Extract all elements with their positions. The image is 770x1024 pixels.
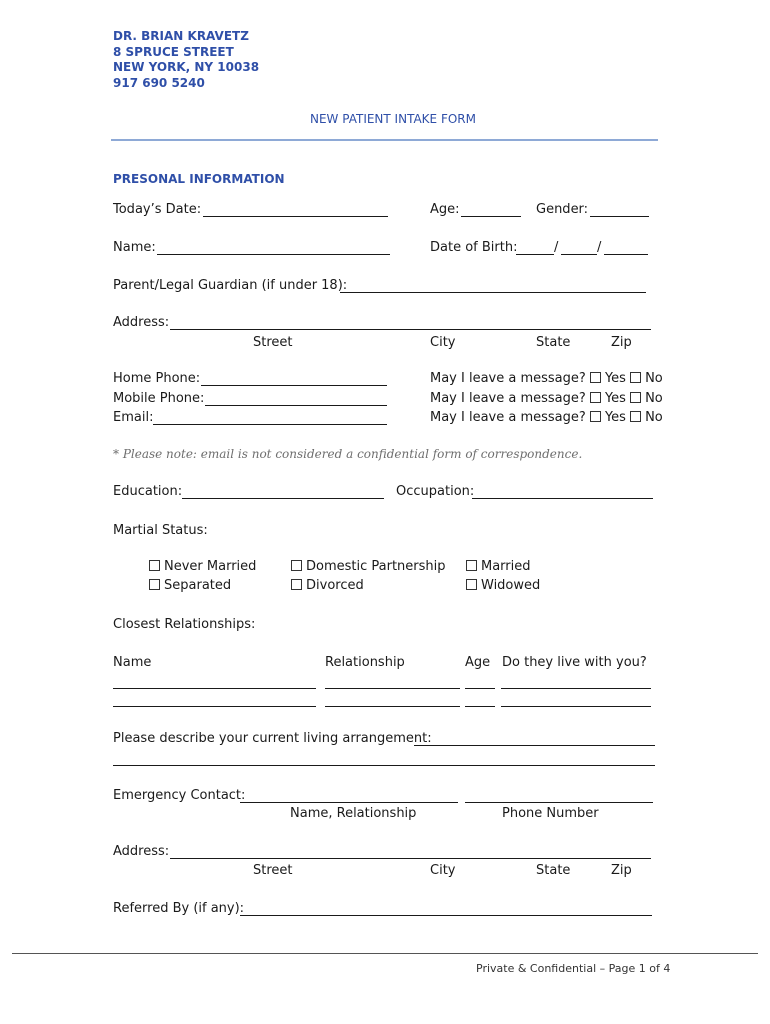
home-message-row (430, 371, 663, 387)
emergency-phone-caption: Phone Number (502, 806, 599, 821)
yes-label: Yes (604, 371, 626, 386)
mobile-message-row (430, 391, 663, 407)
emergency-phone-field[interactable] (465, 802, 653, 803)
rel-name-field[interactable] (113, 688, 316, 689)
rel-header-relationship: Relationship (325, 655, 405, 670)
rel-age-field[interactable] (465, 706, 495, 707)
closest-label: Closest Relationships: (113, 617, 256, 632)
email-message-row (430, 410, 663, 426)
occupation-label: Occupation: (396, 484, 475, 499)
email-note: * Please note: email is not considered a confidential form of correspondence. (113, 447, 583, 461)
age-label: Age: (430, 202, 460, 217)
address-label: Address: (113, 315, 170, 330)
rel-relationship-field[interactable] (325, 688, 460, 689)
option-label: Married (481, 559, 531, 574)
checkbox[interactable] (149, 560, 160, 571)
rel-age-field[interactable] (465, 688, 495, 689)
dob-separator: / (554, 240, 559, 255)
message-question: May I leave a message? (430, 391, 586, 406)
emergency-label: Emergency Contact: (113, 788, 246, 803)
checkbox[interactable] (291, 579, 302, 590)
rel-header-live: Do they live with you? (502, 655, 647, 670)
address-zip-caption: Zip (611, 335, 632, 350)
referred-field[interactable] (240, 915, 652, 916)
message-question: May I leave a message? (430, 371, 586, 386)
address2-street-caption: Street (253, 863, 293, 878)
yes-label: Yes (604, 391, 626, 406)
no-label: No (645, 391, 663, 406)
emergency-name-field[interactable] (240, 802, 458, 803)
footer-text: Private & Confidential – Page 1 of 4 (476, 962, 671, 975)
dob-day-field[interactable] (561, 254, 597, 255)
no-checkbox[interactable] (630, 411, 641, 422)
address-field[interactable] (170, 329, 651, 330)
form-title: NEW PATIENT INTAKE FORM (310, 112, 476, 126)
doctor-phone: 917 690 5240 (113, 76, 205, 90)
rel-header-name: Name (113, 655, 152, 670)
address2-label: Address: (113, 844, 170, 859)
no-label: No (645, 410, 663, 425)
checkbox[interactable] (149, 579, 160, 590)
checkbox[interactable] (291, 560, 302, 571)
guardian-label: Parent/Legal Guardian (if under 18): (113, 278, 348, 293)
dob-separator: / (597, 240, 602, 255)
home-phone-label: Home Phone: (113, 371, 201, 386)
doctor-name: DR. BRIAN KRAVETZ (113, 29, 249, 43)
living-field[interactable] (414, 745, 655, 746)
yes-checkbox[interactable] (590, 411, 601, 422)
yes-checkbox[interactable] (590, 372, 601, 383)
doctor-city: NEW YORK, NY 10038 (113, 60, 260, 74)
mobile-phone-label: Mobile Phone: (113, 391, 205, 406)
age-field[interactable] (461, 216, 521, 217)
address2-field[interactable] (170, 858, 651, 859)
guardian-field[interactable] (340, 292, 646, 293)
option-label: Never Married (164, 559, 257, 574)
address-street-caption: Street (253, 335, 293, 350)
living-field-line2[interactable] (113, 765, 655, 766)
option-label: Widowed (481, 578, 541, 593)
checkbox[interactable] (466, 560, 477, 571)
address2-city-caption: City (430, 863, 456, 878)
doctor-street: 8 SPRUCE STREET (113, 45, 234, 59)
name-field[interactable] (157, 254, 390, 255)
checkbox[interactable] (466, 579, 477, 590)
rel-live-field[interactable] (501, 688, 651, 689)
marital-option[interactable] (291, 559, 446, 575)
rel-header-age: Age (465, 655, 491, 670)
email-field[interactable] (153, 424, 387, 425)
footer-divider (12, 953, 758, 954)
no-checkbox[interactable] (630, 392, 641, 403)
option-label: Separated (164, 578, 232, 593)
mobile-phone-field[interactable] (205, 405, 387, 406)
address-city-caption: City (430, 335, 456, 350)
todays-date-field[interactable] (203, 216, 388, 217)
no-checkbox[interactable] (630, 372, 641, 383)
education-label: Education: (113, 484, 183, 499)
dob-label: Date of Birth: (430, 240, 518, 255)
address-state-caption: State (536, 335, 571, 350)
email-label: Email: (113, 410, 154, 425)
marital-option[interactable] (149, 559, 256, 575)
marital-option[interactable] (291, 578, 364, 594)
rel-live-field[interactable] (501, 706, 651, 707)
referred-label: Referred By (if any): (113, 901, 245, 916)
yes-label: Yes (604, 410, 626, 425)
marital-label: Martial Status: (113, 523, 208, 538)
marital-option[interactable] (149, 578, 231, 594)
dob-year-field[interactable] (604, 254, 648, 255)
home-phone-field[interactable] (201, 385, 387, 386)
address2-zip-caption: Zip (611, 863, 632, 878)
occupation-field[interactable] (472, 498, 653, 499)
marital-option[interactable] (466, 559, 531, 575)
option-label: Divorced (306, 578, 364, 593)
living-label: Please describe your current living arrangement: (113, 731, 432, 746)
yes-checkbox[interactable] (590, 392, 601, 403)
todays-date-label: Today’s Date: (113, 202, 202, 217)
option-label: Domestic Partnership (306, 559, 446, 574)
address2-state-caption: State (536, 863, 571, 878)
emergency-name-caption: Name, Relationship (290, 806, 417, 821)
message-question: May I leave a message? (430, 410, 586, 425)
name-label: Name: (113, 240, 156, 255)
header-divider (111, 139, 658, 141)
no-label: No (645, 371, 663, 386)
marital-option[interactable] (466, 578, 540, 594)
dob-month-field[interactable] (516, 254, 554, 255)
rel-name-field[interactable] (113, 706, 316, 707)
education-field[interactable] (182, 498, 384, 499)
gender-label: Gender: (536, 202, 589, 217)
section-title: PRESONAL INFORMATION (113, 172, 285, 186)
rel-relationship-field[interactable] (325, 706, 460, 707)
gender-field[interactable] (590, 216, 649, 217)
